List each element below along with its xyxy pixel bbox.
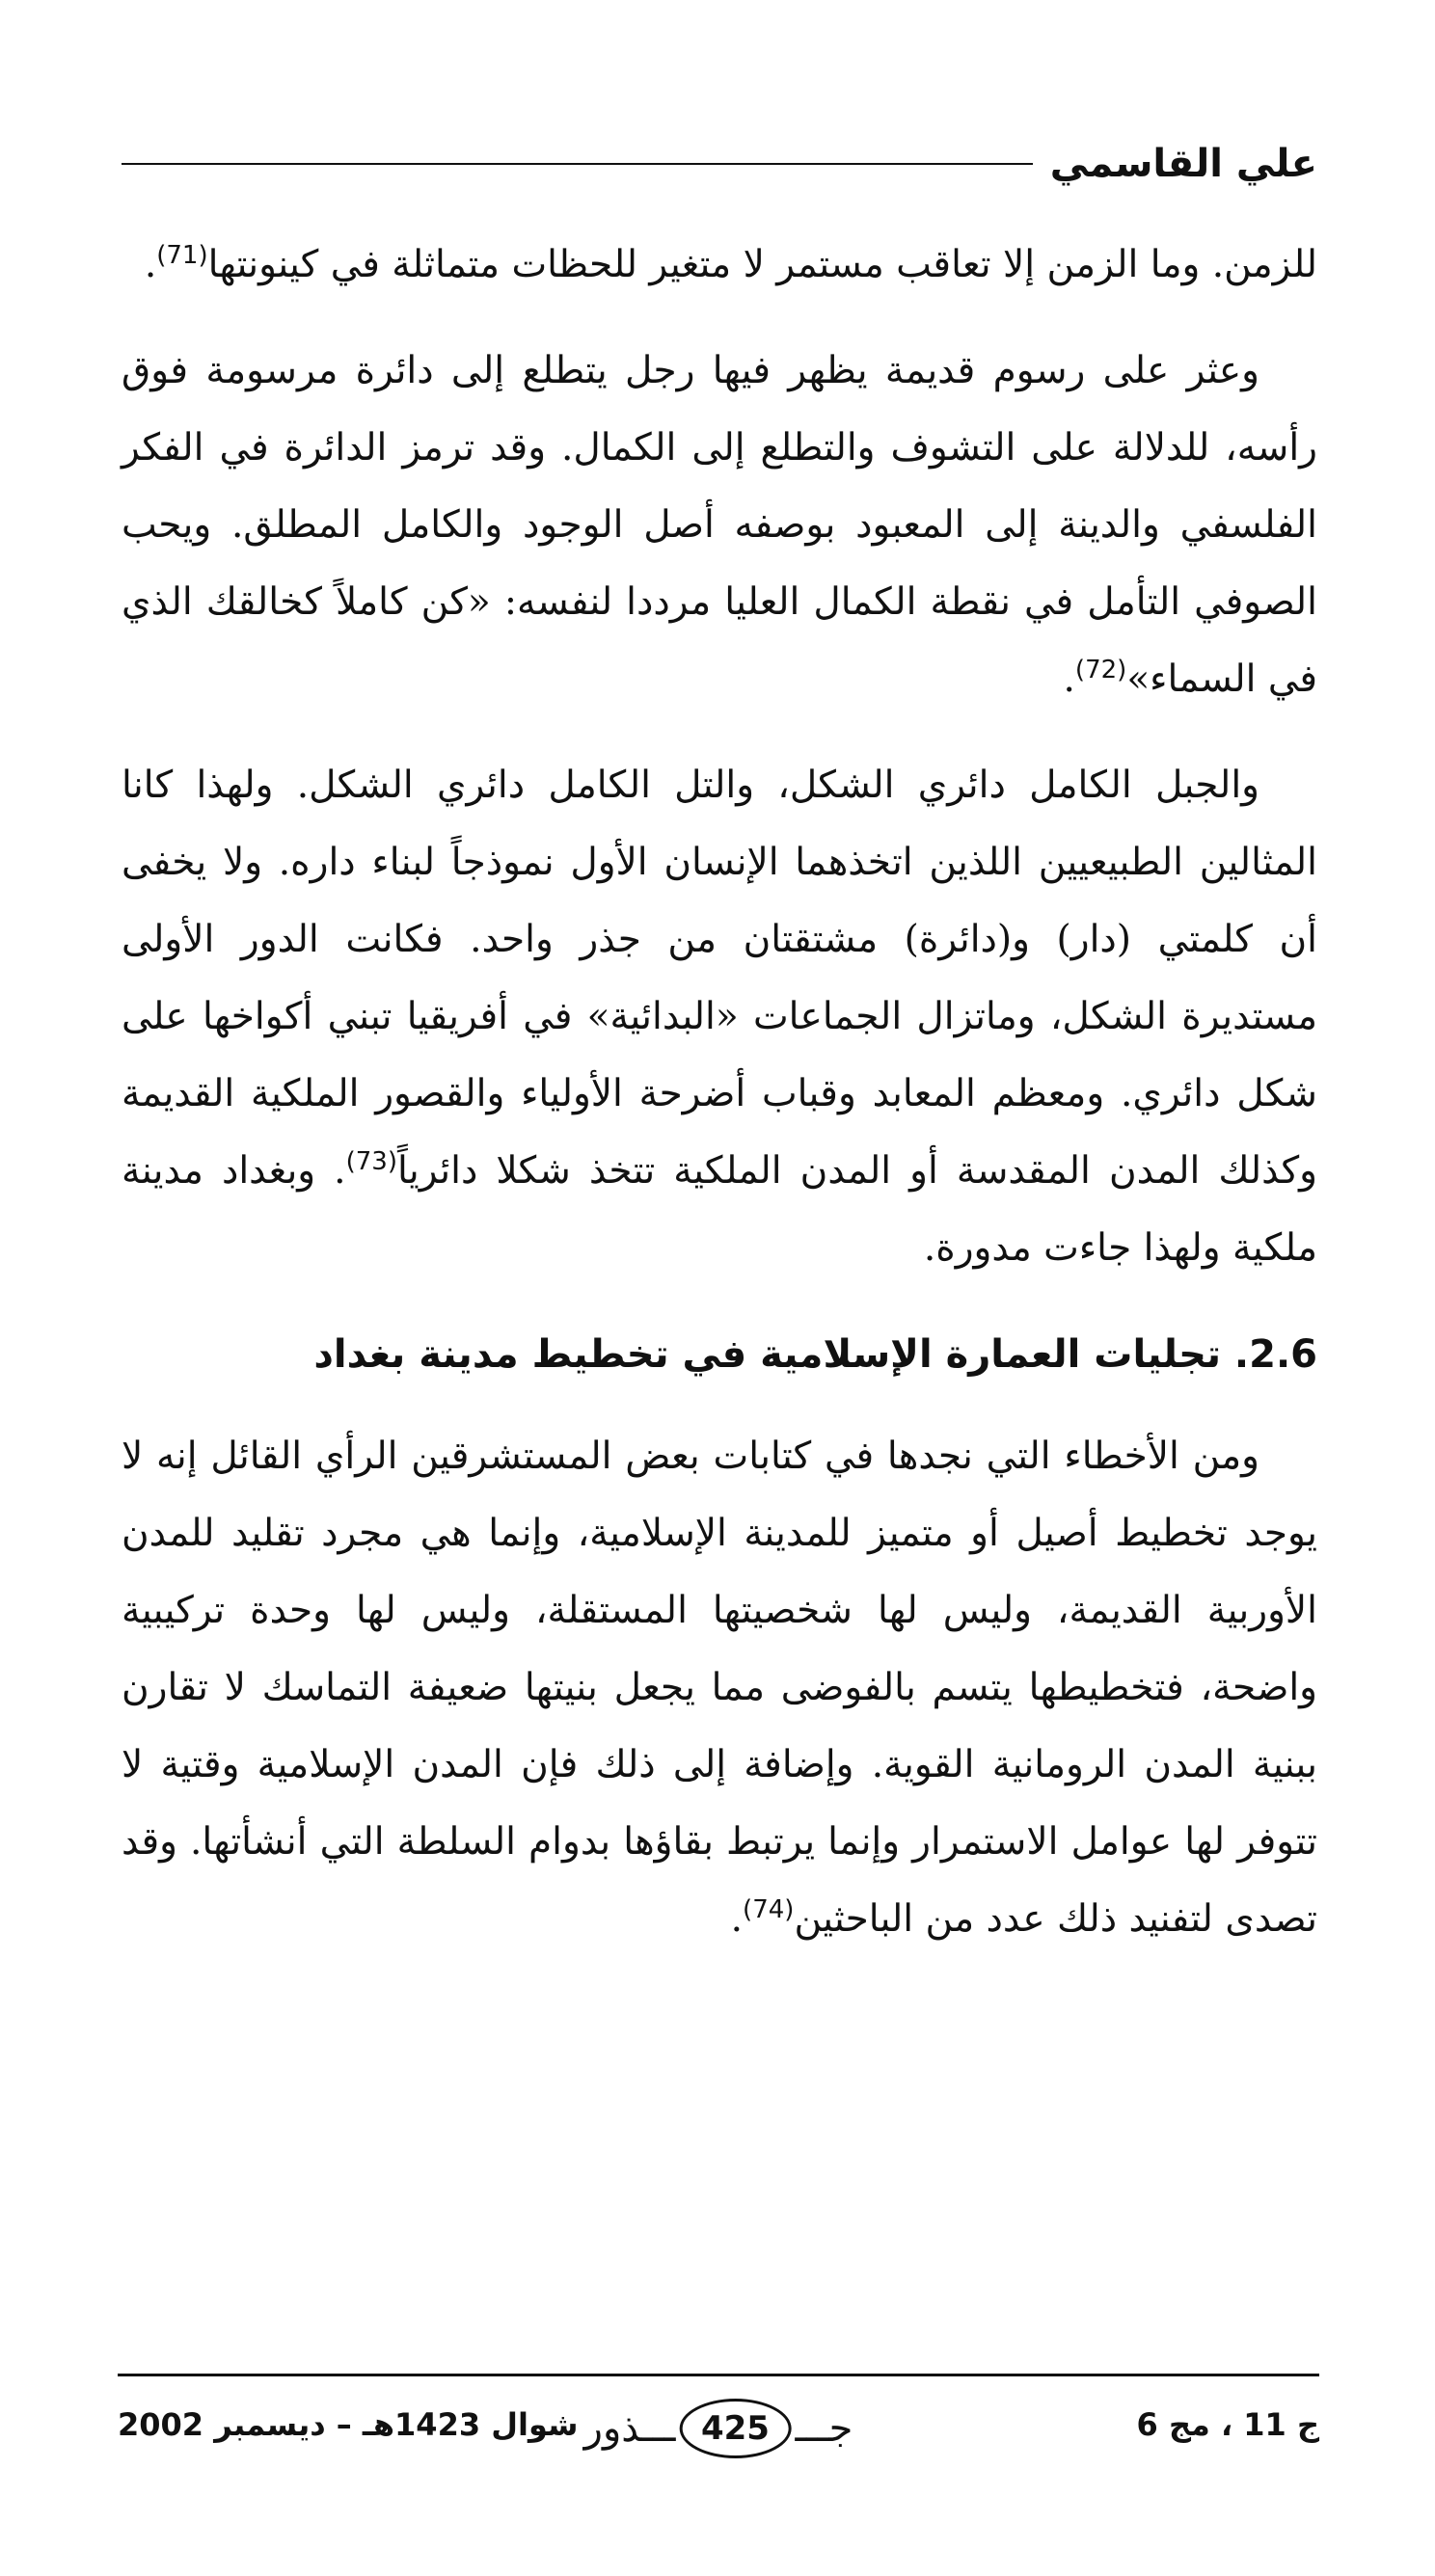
paragraph-1 <box>122 227 1317 304</box>
issue-volume: ج 11 ، مج 6 <box>1136 2406 1319 2443</box>
paragraph-4-end: . <box>730 1897 744 1941</box>
header-rule <box>122 163 1033 165</box>
running-header <box>122 135 1317 193</box>
paragraph-4 <box>122 1418 1317 1958</box>
paragraph-2 <box>122 333 1317 718</box>
page-footer <box>118 2389 1319 2476</box>
paragraph-1-text: للزمن. وما الزمن إلا تعاقب مستمر لا متغير للحظات متماثلة في كينونتها <box>207 243 1317 286</box>
paragraph-3-text: والجبل الكامل دائري الشكل، والتل الكامل دائري الشكل. ولهذا كانا المثالين الطبيعيين اللذين اتخذهما الإنسان الأول نموذجاً لبناء داره. ولا يخفى أن كلمتي (دار) و(دائرة) مشتقتان من جذر واحد. فكانت الدور الأولى مستديرة الشكل، وماتزال الجماعات «البدائية» في أفريقيا تبني أكواخها على شكل دائري. ومعظم المعابد وقباب أضرحة الأولياء والقصور الملكية القديمة وكذلك المدن المقدسة أو المدن الملكية تتخذ شكلا دائرياً <box>122 764 1318 1193</box>
footnote-ref-71: (71) <box>156 241 208 270</box>
footnote-ref-74: (74) <box>743 1895 795 1924</box>
paragraph-2-end: . <box>1063 657 1075 701</box>
article-body <box>122 227 1317 1987</box>
section-heading: 2.6. تجليات العمارة الإسلامية في تخطيط مدينة بغداد <box>313 1332 1317 1377</box>
author-name: علي القاسمي <box>1049 142 1317 186</box>
paragraph-3 <box>122 747 1317 1287</box>
footnote-ref-72: (72) <box>1074 656 1127 684</box>
footer-rule <box>118 2374 1319 2376</box>
issue-date: شوال 1423هـ – ديسمبر 2002 <box>118 2406 579 2443</box>
journal-title <box>581 2395 857 2462</box>
journal-title-end: ـــذور <box>583 2406 676 2451</box>
paragraph-2-text: وعثر على رسوم قديمة يظهر فيها رجل يتطلع إلى دائرة مرسومة فوق رأسه، للدلالة على التشوف والتطلع إلى الكمال. وقد ترمز الدائرة في الفكر الفلسفي والدينة إلى المعبود بوصفه أصل الوجود والكامل المطلق. ويحب الصوفي التأمل في نقطة الكمال العليا مرددا لنفسه: «كن كاملاً كخالقك الذي في السماء» <box>122 349 1317 701</box>
journal-title-start: جـــ <box>795 2406 853 2451</box>
page-number: 425 <box>679 2399 791 2458</box>
footnote-ref-73: (73) <box>345 1147 397 1176</box>
paragraph-1-end: . <box>144 243 157 286</box>
paragraph-4-text: ومن الأخطاء التي نجدها في كتابات بعض المستشرقين الرأي القائل إنه لا يوجد تخطيط أصيل أو متميز للمدينة الإسلامية، وإنما هي مجرد تقليد للمدن الأوربية القديمة، وليس لها شخصيتها المستقلة، وليس لها وحدة تركيبية واضحة، فتخطيطها يتسم بالفوضى مما يجعل بنيتها ضعيفة التماسك لا تقارن ببنية المدن الرومانية القوية. وإضافة إلى ذلك فإن المدن الإسلامية وقتية لا تتوفر لها عوامل الاستمرار وإنما يرتبط بقاؤها بدوام السلطة التي أنشأتها. وقد تصدى لتفنيد ذلك عدد من الباحثين <box>122 1435 1318 1941</box>
paragraph-3-rest: . وبغداد مدينة ملكية ولهذا جاءت مدورة. <box>122 1149 1317 1270</box>
